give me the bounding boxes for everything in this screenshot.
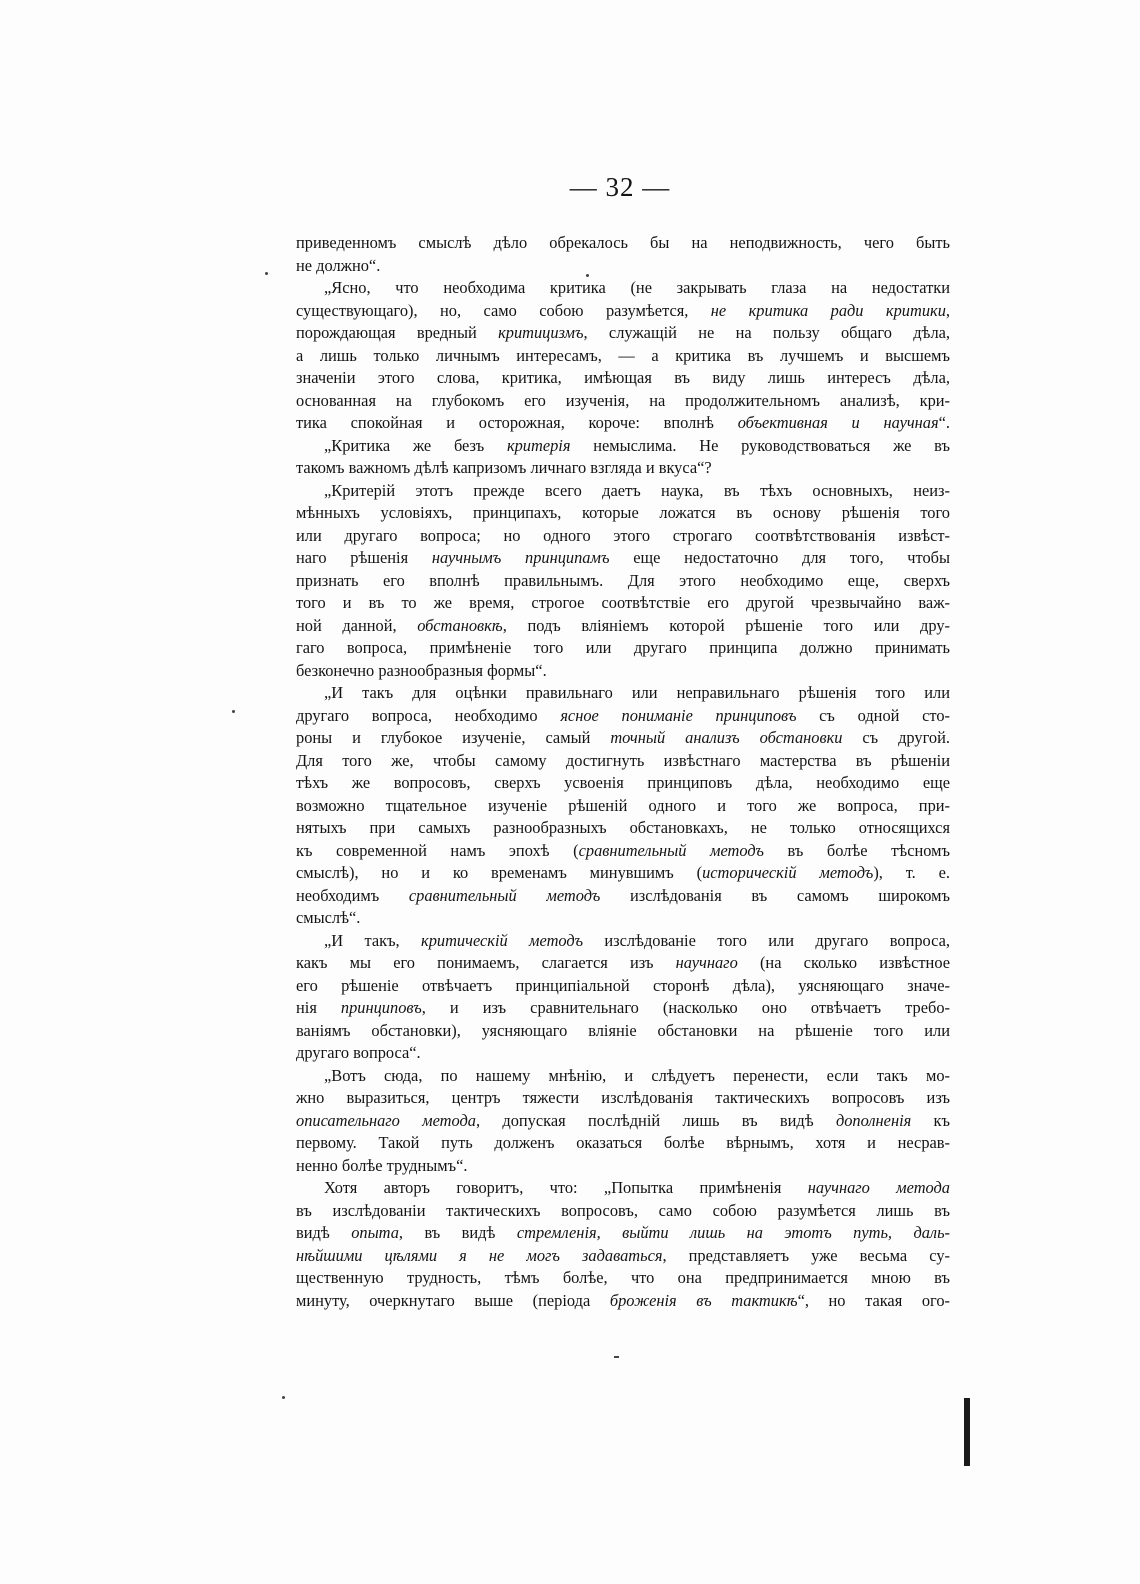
text-line	[296, 637, 950, 660]
text-run: а лишь только личнымъ интересамъ, — а критика въ лучшемъ и высшемъ	[296, 345, 950, 365]
text-line	[296, 232, 950, 255]
italic-text: нѣйшими цѣлями я не могъ задаваться	[296, 1245, 663, 1265]
text-line	[296, 1087, 950, 1110]
italic-text: принциповъ	[340, 998, 422, 1017]
text-run: ненно болѣе труднымъ“.	[296, 1155, 468, 1175]
text-line	[296, 705, 950, 728]
text-line	[296, 1177, 950, 1200]
text-line	[296, 502, 950, 525]
text-line	[296, 997, 950, 1020]
text-run: нятыхъ при самыхъ разнообразныхъ обстановкахъ, не только относящихся	[296, 818, 950, 837]
text-line	[296, 1267, 950, 1290]
text-run: , допуская послѣдній лишь въ видѣ	[475, 1110, 836, 1130]
text-run: основанная на глубокомъ его изученія, на продолжительномъ анализѣ, кри-	[296, 390, 950, 410]
text-line	[296, 682, 950, 705]
text-line	[296, 277, 950, 300]
text-run: наго рѣшенія	[296, 548, 432, 567]
text-run: къ	[911, 1110, 950, 1130]
text-run: первому. Такой путь долженъ оказаться болѣе вѣрнымъ, хотя и несрав-	[296, 1133, 950, 1152]
italic-text: сравнительный методъ	[578, 840, 764, 860]
text-run: , въ видѣ	[398, 1223, 517, 1242]
text-line	[296, 1222, 950, 1245]
text-run: изслѣдованія въ самомъ широкомъ	[600, 885, 951, 905]
italic-text: броженія въ тактикѣ	[609, 1290, 798, 1310]
text-run: , подъ вліяніемъ которой рѣшеніе того или дру-	[502, 615, 951, 635]
text-run: ваніямъ обстановки), уясняющаго вліяніе обстановки на рѣшеніе того или	[296, 1020, 950, 1040]
text-line	[296, 570, 950, 593]
text-line	[296, 975, 950, 998]
text-line	[296, 660, 950, 683]
text-run: его рѣшеніе отвѣчаетъ принципіальной сторонѣ дѣла), уясняющаго значе-	[296, 975, 950, 995]
text-line	[296, 345, 950, 368]
scan-speck	[265, 272, 268, 275]
text-run: щественную трудность, тѣмъ болѣе, что она предпринимается мною въ	[296, 1268, 950, 1287]
italic-text: обстановкѣ	[417, 615, 503, 635]
text-run: „Критерій этотъ прежде всего даетъ наука, въ тѣхъ основныхъ, неиз-	[324, 480, 950, 500]
text-run: немыслима. Не руководствоваться же въ	[570, 435, 950, 455]
text-run: , представляетъ уже весьма су-	[662, 1245, 950, 1265]
text-run: видѣ	[296, 1223, 352, 1242]
text-line	[296, 930, 950, 953]
text-run: гаго вопроса, примѣненіе того или другаго принципа должно принимать	[296, 638, 950, 657]
italic-text: объективная и научная	[737, 413, 939, 432]
text-line	[296, 457, 950, 480]
italic-text: критерія	[506, 435, 571, 455]
page-number: — 32 —	[569, 172, 671, 202]
text-run: „И такъ,	[324, 930, 422, 950]
text-line	[296, 795, 950, 818]
text-line	[296, 1042, 950, 1065]
scan-speck	[232, 710, 235, 713]
text-line	[296, 300, 950, 323]
text-line	[296, 525, 950, 548]
text-run: „И такъ для оцѣнки правильнаго или неправильнаго рѣшенія того или	[324, 683, 950, 702]
text-run: въ болѣе тѣсномъ	[763, 840, 950, 860]
text-run: того и въ то же время, строгое соотвѣтствіе его другой чрезвычайно важ-	[296, 593, 950, 612]
text-run: безконечно разнообразныя формы“.	[296, 660, 547, 680]
text-line	[296, 772, 950, 795]
text-run: еще недостаточно для того, чтобы	[609, 548, 951, 567]
text-line	[296, 727, 950, 750]
text-run: значеніи этого слова, критика, имѣющая въ виду лишь интересъ дѣла,	[296, 368, 950, 387]
text-run: въ изслѣдованіи тактическихъ вопросовъ, само собою разумѣется лишь въ	[296, 1200, 950, 1220]
text-line	[296, 1065, 950, 1088]
text-run: другаго вопроса“.	[296, 1043, 421, 1062]
text-run: существующаго), но, само собою разумѣется,	[296, 300, 711, 320]
text-line	[296, 1290, 950, 1313]
italic-text: сравнительный методъ	[408, 885, 601, 905]
text-run: приведенномъ смыслѣ дѣло обрекалось бы на неподвижность, чего быть	[296, 233, 950, 252]
text-line	[296, 1020, 950, 1043]
text-run: съ одной сто-	[796, 705, 950, 725]
italic-text: стремленія, выйти лишь на этотъ путь, даль-	[516, 1223, 950, 1242]
italic-text: критическій методъ	[421, 930, 583, 950]
text-line	[296, 435, 950, 458]
italic-text: научнаго метода	[807, 1178, 950, 1197]
text-line	[296, 840, 950, 863]
text-run: тика спокойная и осторожная, короче: вполнѣ	[296, 413, 738, 432]
text-line	[296, 1245, 950, 1268]
text-run: смыслѣ“.	[296, 908, 361, 927]
text-run: нія	[296, 998, 341, 1017]
italic-text: опыта	[351, 1223, 399, 1242]
text-run: , и изъ сравнительнаго (насколько оно отвѣчаетъ требо-	[421, 998, 950, 1017]
text-line	[296, 952, 950, 975]
text-line	[296, 750, 950, 773]
binding-edge-mark	[964, 1398, 970, 1466]
text-run: ), т. е.	[873, 863, 950, 882]
scan-speck	[614, 1356, 619, 1358]
text-run: возможно тщательное изученіе рѣшеній одного и того же вопроса, при-	[296, 795, 950, 815]
text-run: изслѣдованіе того или другаго вопроса,	[582, 930, 950, 950]
scan-speck	[586, 274, 589, 277]
text-line	[296, 547, 950, 570]
text-run: такомъ важномъ дѣлѣ капризомъ личнаго взгляда и вкуса“?	[296, 458, 712, 477]
text-run: (на сколько извѣстное	[737, 953, 950, 972]
italic-text: критицизмъ	[498, 323, 584, 342]
text-run: къ современной намъ эпохѣ (	[296, 840, 579, 860]
text-line	[296, 322, 950, 345]
text-line	[296, 480, 950, 503]
text-run: не должно“.	[296, 255, 381, 275]
text-run: смыслѣ), но и ко временамъ минувшимъ (	[296, 863, 703, 882]
text-line	[296, 592, 950, 615]
text-run: “, но такая ого-	[797, 1290, 950, 1310]
text-line	[296, 1132, 950, 1155]
italic-text: научнымъ принципамъ	[431, 548, 610, 567]
text-run: признать его вполнѣ правильнымъ. Для этого необходимо еще, сверхъ	[296, 570, 950, 590]
text-run: „Ясно, что необходима критика (не закрывать глаза на недостатки	[324, 278, 950, 297]
text-run: порождающая вредный	[296, 323, 499, 342]
italic-text: описательнаго метода	[296, 1110, 476, 1130]
text-run: мѣнныхъ условіяхъ, принципахъ, которые ложатся въ основу рѣшенія того	[296, 503, 950, 522]
text-line	[296, 907, 950, 930]
text-run: тѣхъ же вопросовъ, сверхъ усвоенія принциповъ дѣла, необходимо еще	[296, 773, 950, 792]
text-run: необходимъ	[296, 885, 409, 905]
italic-text: научнаго	[675, 953, 738, 972]
italic-text: историческій методъ	[702, 863, 874, 882]
italic-text: дополненія	[835, 1110, 912, 1130]
text-run: Хотя авторъ говоритъ, что: „Попытка примѣненія	[324, 1178, 808, 1197]
text-line	[296, 1110, 950, 1133]
text-line	[296, 817, 950, 840]
body-text	[296, 232, 950, 1312]
text-line	[296, 390, 950, 413]
text-line	[296, 255, 950, 278]
text-run: „Критика же безъ	[324, 435, 507, 455]
scan-speck	[282, 1396, 285, 1399]
text-run: ной данной,	[296, 615, 418, 635]
text-run: другаго вопроса, необходимо	[296, 705, 561, 725]
text-run: Для того же, чтобы самому достигнуть извѣстнаго мастерства въ рѣшеніи	[296, 750, 950, 770]
text-run: какъ мы его понимаемъ, слагается изъ	[296, 953, 676, 972]
text-line	[296, 615, 950, 638]
text-run: минуту, очеркнутаго выше (періода	[296, 1290, 610, 1310]
text-run: , служащій не на пользу общаго дѣла,	[583, 323, 950, 342]
text-line	[296, 862, 950, 885]
italic-text: не критика ради критики	[710, 300, 946, 320]
text-run: роны и глубокое изученіе, самый	[296, 728, 611, 747]
text-line	[296, 412, 950, 435]
text-run: съ другой.	[842, 728, 950, 747]
text-line	[296, 1155, 950, 1178]
text-line	[296, 367, 950, 390]
text-run: ,	[945, 300, 950, 320]
text-run: „Вотъ сюда, по нашему мнѣнію, и слѣдуетъ перенести, если такъ мо-	[324, 1065, 950, 1085]
text-run: жно выразиться, центръ тяжести изслѣдованія тактическихъ вопросовъ изъ	[296, 1088, 950, 1107]
italic-text: точный анализъ обстановки	[610, 728, 843, 747]
text-run: “.	[938, 413, 950, 432]
text-run: или другаго вопроса; но одного этого строгаго соотвѣтствованія извѣст-	[296, 525, 950, 545]
text-line	[296, 1200, 950, 1223]
text-line	[296, 885, 950, 908]
italic-text: ясное пониманіе принциповъ	[560, 705, 797, 725]
